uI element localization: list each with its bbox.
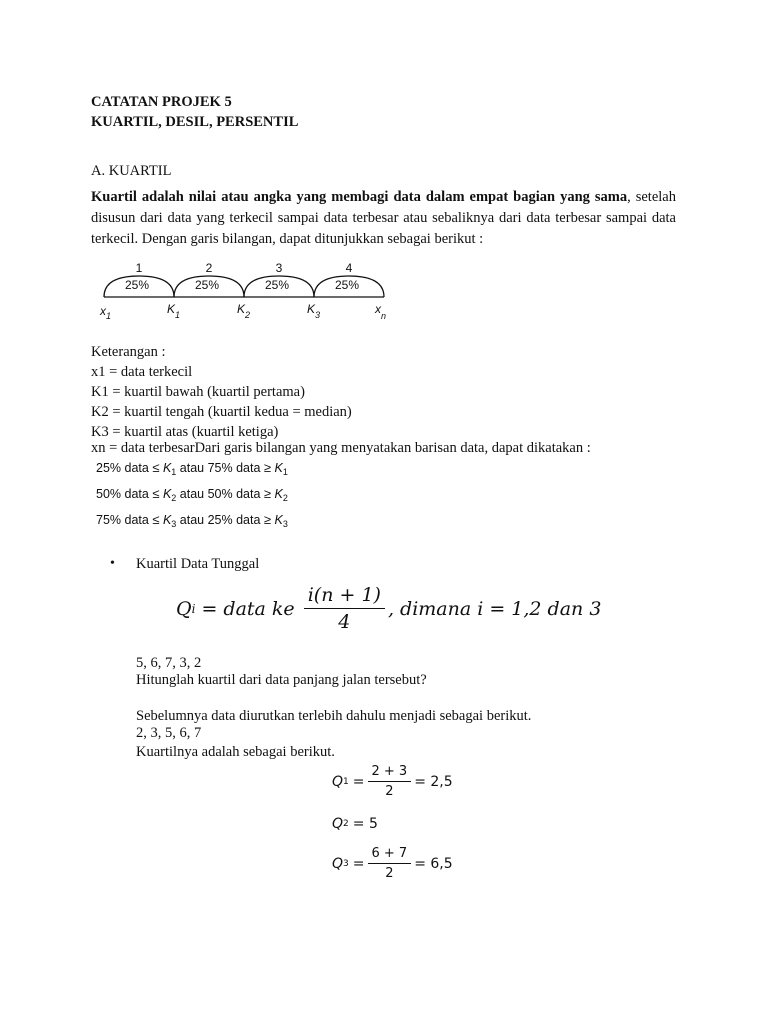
number-line-diagram: [94, 256, 404, 326]
segment-percent: 25%: [264, 278, 290, 292]
quartile-formula: Q i = data ke $\frac{i(n + 1)}{4}$ , dimana i = 1,2 dan 3: [176, 584, 602, 633]
keterangan-item: K2 = kuartil tengah (kuartil kedua = median): [91, 404, 352, 420]
raw-data: 5, 6, 7, 3, 2: [136, 655, 202, 671]
subsection-title: Kuartil Data Tunggal: [136, 556, 260, 572]
section-heading: A. KUARTIL: [91, 163, 172, 179]
point-label: $x_n$: [375, 302, 387, 321]
q1-result: Q 1 = $\frac{2 + 3}{2}$ = 2,5: [332, 764, 453, 799]
keterangan-item: K1 = kuartil bawah (kuartil pertama): [91, 384, 305, 400]
keterangan-item: K3 = kuartil atas (kuartil ketiga): [91, 424, 279, 440]
segment-percent: 25%: [334, 278, 360, 292]
point-label: $K_1$: [167, 302, 181, 320]
point-label: $K_3$: [307, 302, 321, 320]
result-intro: Kuartilnya adalah sebagai berikut.: [136, 744, 335, 760]
sort-instruction: Sebelumnya data diurutkan terlebih dahulu menjadi sebagai berikut.: [136, 708, 532, 724]
keterangan-item: x1 = data terkecil: [91, 364, 193, 380]
doc-title: CATATAN PROJEK 5: [91, 94, 232, 110]
keterangan-item: xn = data terbesarDari garis bilangan yang menyatakan barisan data, dapat dikatakan :: [91, 440, 591, 456]
question-text: Hitunglah kuartil dari data panjang jalan tersebut?: [136, 672, 427, 688]
doc-subtitle: KUARTIL, DESIL, PERSENTIL: [91, 114, 299, 130]
bullet-icon: •: [110, 556, 115, 571]
segment-percent: 25%: [194, 278, 220, 292]
segment-number: 2: [205, 261, 213, 275]
segment-number: 3: [275, 261, 283, 275]
q2-result: Q 2 = 5: [332, 816, 378, 832]
intro-definition: Kuartil adalah nilai atau angka yang membagi data dalam empat bagian yang sama: [91, 189, 628, 205]
intro-continuation: , setelah disusun dari data yang terkecil sampai data terbesar atau sebaliknya dari data terbesar sampai data terkecil. Dengan garis bilangan, dapat ditunjukkan sebagai berikut :: [91, 189, 676, 247]
segment-number: 4: [345, 261, 353, 275]
keterangan-title: Keterangan :: [91, 344, 166, 360]
point-label: $x_1$: [100, 304, 112, 321]
inequality-line: 25% data ≤ $K_1$ atau 75% data ≥ $K_1$: [96, 460, 288, 477]
point-label: $K_2$: [237, 302, 251, 320]
intro-paragraph: [91, 187, 676, 250]
segment-number: 1: [135, 261, 143, 275]
sorted-data: 2, 3, 5, 6, 7: [136, 725, 202, 741]
inequality-line: 75% data ≤ $K_3$ atau 25% data ≥ $K_3$: [96, 512, 288, 529]
segment-percent: 25%: [124, 278, 150, 292]
q3-result: Q 3 = $\frac{6 + 7}{2}$ = 6,5: [332, 846, 453, 881]
inequality-line: 50% data ≤ $K_2$ atau 50% data ≥ $K_2$: [96, 486, 288, 503]
